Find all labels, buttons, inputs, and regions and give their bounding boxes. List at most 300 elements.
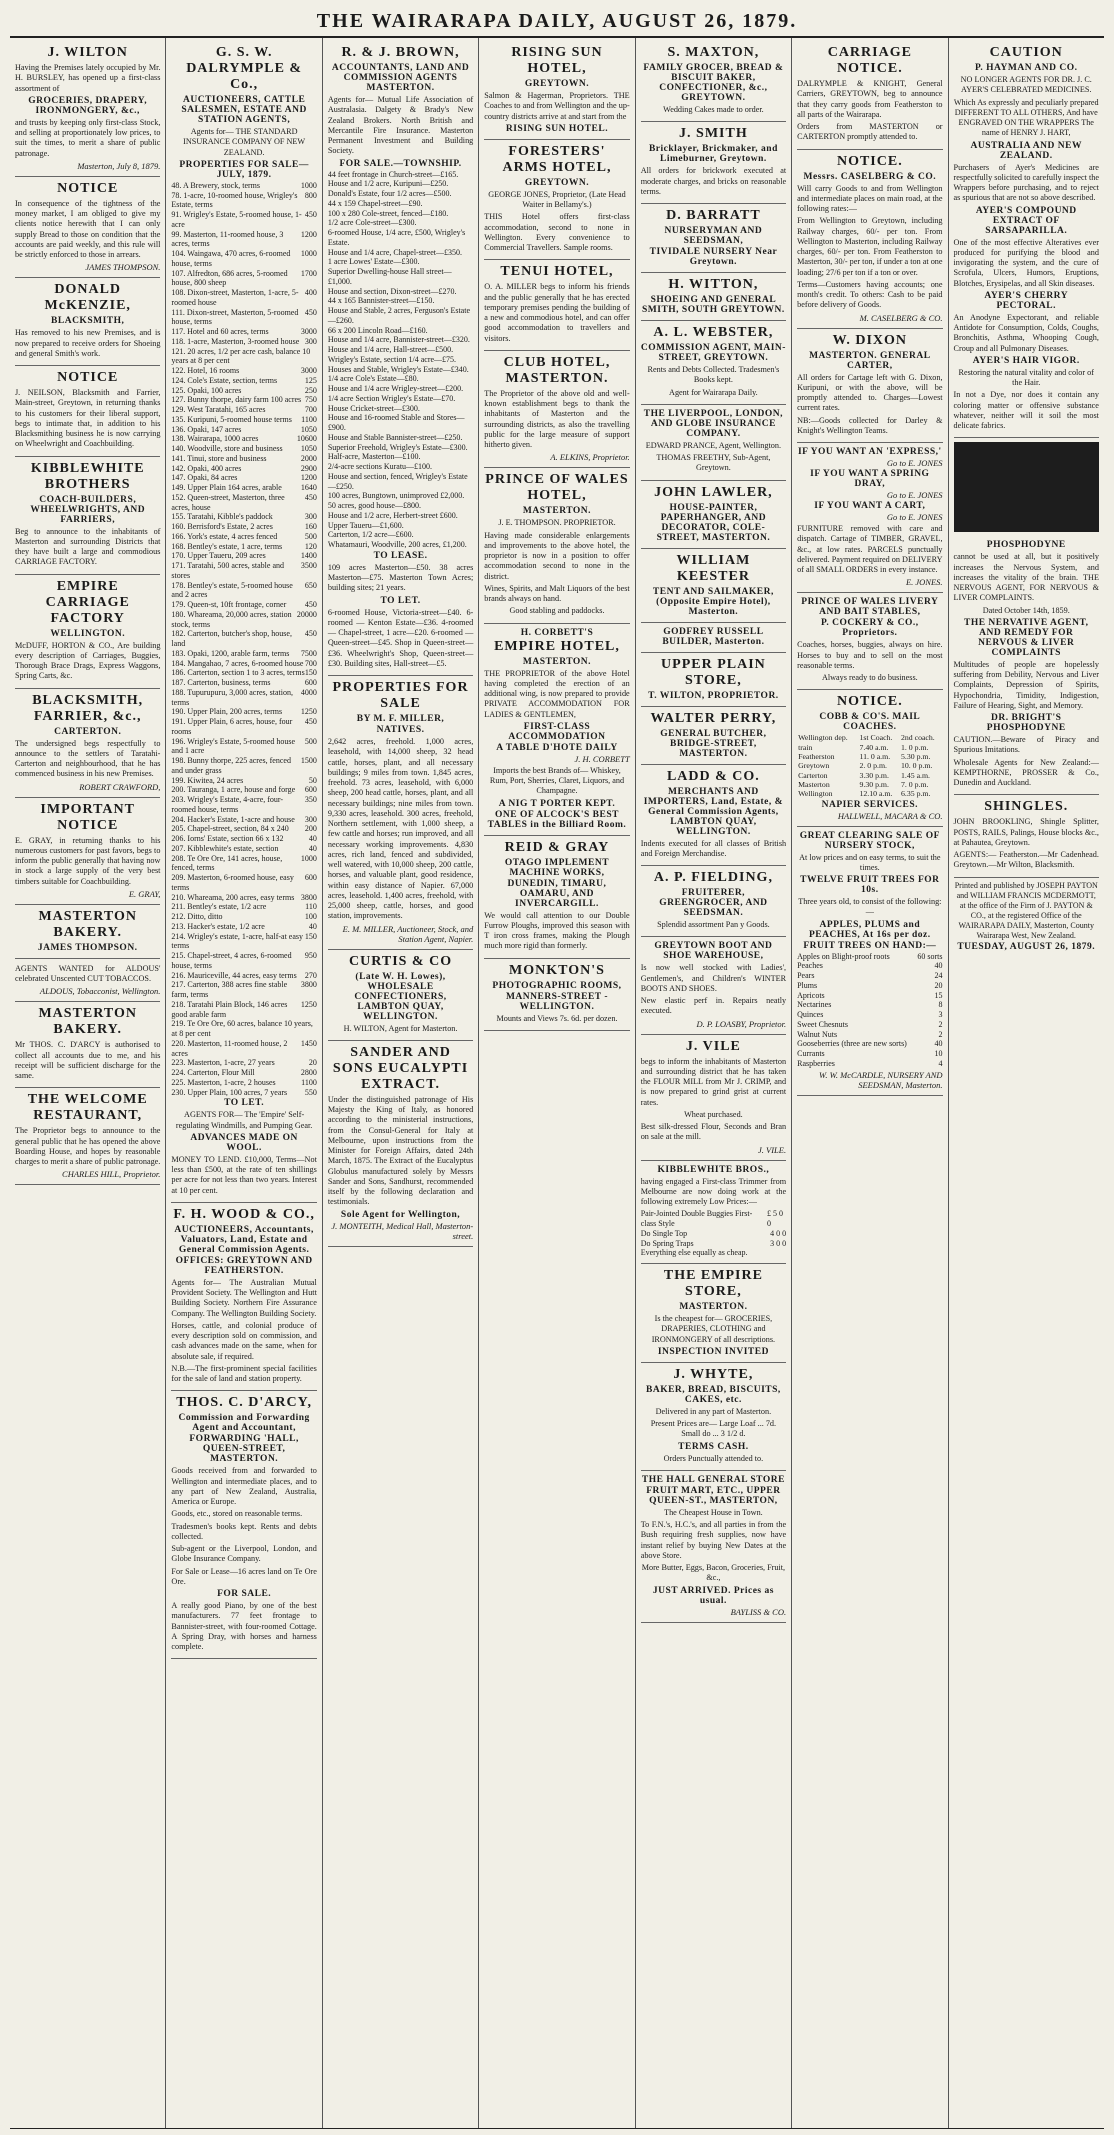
ad-body: All orders for brickwork executed at moderate charges, and bricks on reasonable terms.: [640, 166, 787, 196]
ad-liverpool: [641, 405, 786, 481]
ad-signature: Masterton, July 8, 1879.: [77, 160, 161, 171]
list-item-label: Donald's Estate, four 1/2 acres—£500.: [327, 189, 452, 198]
ad-barratt: [641, 204, 786, 273]
list-item-label: 100 acres, Bungtown, unimproved £2,000.: [327, 491, 465, 501]
ad-empire-carriage: [15, 575, 160, 689]
timetable-cell: Greytown: [798, 761, 830, 771]
timetable-row: [797, 780, 942, 789]
list-item: [328, 374, 473, 384]
ad-body: Rents and Debts Collected. Tradesmen's Books kept.: [647, 365, 780, 385]
list-item-label: 168. Bentley's estate, 1 acre, terms: [171, 541, 283, 551]
ad-body: MONEY TO LEND. £10,000, Terms—Not less than £500, at the rate of ten shillings per acre for not less than two years. Interest at 10 per cent.: [171, 1154, 317, 1195]
ad-subtitle: INSPECTION INVITED: [657, 1346, 769, 1357]
list-item-value: 7500: [300, 648, 317, 658]
ad-body: GEORGE JONES, Proprietor, (Late Head Waiter in Bellamy's.): [488, 189, 626, 209]
ad-darcy: [171, 1391, 316, 1659]
list-item: [171, 785, 316, 795]
ad-body: Sub-agent or the Liverpool, London, and Globe Insurance Company.: [171, 1544, 317, 1564]
ad-body: Indents executed for all classes of British and Foreign Merchandise.: [640, 838, 787, 858]
ad-title: UPPER PLAIN STORE,: [661, 656, 766, 688]
list-item: [171, 824, 316, 834]
ad-notice-neilson: [15, 366, 160, 457]
timetable-cell: 7.40 a.m.: [859, 742, 889, 752]
ad-kibblewhite: [15, 457, 160, 575]
ad-body: In consequence of the tightness of the money market, I am obliged to give my clients notice herewith that I can only supply Bread to those on condition that the accounts are paid weekly, and this rule will be strictly enforced to those in arrears.: [15, 198, 161, 259]
list-item: [328, 267, 473, 287]
ad-body: Restoring the natural vitality and color of the Hair.: [958, 367, 1094, 387]
list-item-value: 950: [304, 951, 317, 960]
list-item: [171, 581, 316, 601]
ad-perry: [641, 707, 786, 765]
list-item-label: 198. Bunny thorpe, 225 acres, fenced and under grass: [171, 756, 291, 775]
column-6: [792, 38, 948, 2128]
list-item: [171, 327, 316, 337]
ad-body: J. NEILSON, Blacksmith and Farrier, Main-street, Greytown, in returning thanks to his customers for their liberal support, begs to intimate that, in addition to his Blacksmithing business he is now carrying on Wheelwright and Coachbuilding.: [15, 388, 161, 449]
ad-body: Horses, cattle, and colonial produce of every description sold on commission, and cash advances made on the same, when for absolute sale, if required.: [171, 1320, 317, 1361]
list-item-value: 450: [304, 210, 317, 219]
list-item-value: 60 sorts: [917, 951, 943, 961]
ad-signature: M. CASELBERG & CO.: [859, 312, 943, 323]
ad-subtitle: A NIG T PORTER KEPT.: [498, 798, 616, 809]
list-item: [171, 191, 316, 211]
list-item-label: Half-acre, Masterton—£100.: [327, 452, 421, 462]
list-item: [328, 287, 473, 297]
ad-subtitle: BAKER, BREAD, BISCUITS, CAKES, etc.: [646, 1384, 781, 1405]
ad-body: Orders from MASTERTON or CARTERTON promptly attended to.: [797, 122, 943, 142]
list-item-label: 1 acre Lowes' Estate—£300.: [327, 257, 420, 267]
list-item-value: 4 0 0: [770, 1228, 787, 1238]
list-item: [171, 629, 316, 649]
ad-subtitle: GREAT CLEARING SALE OF NURSERY STOCK,: [799, 830, 940, 851]
ad-body: Has removed to his new Premises, and is now prepared to receive orders for Shoeing and general Smith's work.: [15, 328, 161, 358]
list-item-label: 99. Masterton, 11-roomed house, 3 acres, terms: [171, 229, 284, 249]
list-item-value: 40: [308, 834, 317, 843]
list-item-label: 180. Whareama, 20,000 acres, station stock, terms: [171, 609, 292, 629]
list-item: [328, 472, 473, 492]
list-item-value: 150: [304, 931, 317, 941]
ad-title: WILLIAM KEESTER: [676, 552, 751, 584]
list-item: [171, 386, 316, 396]
ad-body: More Butter, Eggs, Bacon, Groceries, Fruit, &c.,: [641, 1563, 786, 1583]
ad-body: O. A. MILLER begs to inform his friends and the public generally that he has erected temporary premises pending the building of a new and commodious hotel, and can offer good accommodation to travellers and visitors.: [484, 282, 630, 343]
ad-subtitle: FRUIT MART, ETC., UPPER QUEEN-ST., MASTERTON,: [646, 1485, 781, 1506]
list-item-value: 300: [304, 512, 317, 522]
list-item: [797, 1030, 942, 1040]
list-item-label: 1/4 acre Cole's Estate—£80.: [327, 374, 419, 384]
list-item-value: 3800: [300, 980, 317, 990]
list-item: [171, 512, 316, 522]
list-item: [171, 912, 316, 922]
list-item: [171, 610, 316, 630]
list-item-value: 600: [304, 785, 317, 795]
ad-subtitle: SHOEING AND GENERAL SMITH, SOUTH GREYTOWN.: [642, 295, 785, 315]
list-item-value: 270: [304, 970, 317, 980]
timetable-cell: 7. 0 p.m.: [900, 779, 929, 789]
list-item: [171, 395, 316, 405]
list-item-label: 204. Hacker's Estate, 1-acre and house: [171, 814, 295, 824]
ad-subtitle: TERMS CASH.: [678, 1441, 749, 1452]
list-item: [171, 649, 316, 659]
list-item-label: 6-roomed House, 1/4 acre, £500, Wrigley's Estate.: [327, 228, 466, 247]
ad-body: AGENTS FOR— The 'Empire' Self-regulating Windmills, and Pumping Gear.: [175, 1110, 313, 1130]
ad-body: Wholesale Agents for New Zealand:— KEMPTHORNE, PROSSER & Co., Dunedin and Auckland.: [953, 757, 1099, 787]
list-item-value: 3800: [300, 892, 317, 902]
township-list: [328, 170, 473, 550]
ad-subtitle: GROCERIES, DRAPERY, IRONMONGERY, &c.,: [28, 95, 148, 116]
ad-tenui: [484, 260, 629, 351]
ad-body: Present Prices are— Large Loaf ... 7d. Small do ... 3 1/2 d.: [650, 1419, 777, 1439]
list-item-value: 24: [934, 971, 943, 981]
list-item-label: Wrigley's Estate, section 1/4 acre—£75.: [327, 354, 457, 364]
ad-signature: J. H. CORBETT: [574, 753, 630, 764]
list-item-label: 1/2 acre Cole-street—£300.: [327, 218, 417, 228]
ad-welcome: [15, 1088, 160, 1185]
list-item-label: House and 16-roomed Stable and Stores—£900.: [327, 413, 465, 432]
ad-nursery: [797, 827, 942, 1096]
ad-body: A really good Piano, by one of the best manufacturers. 77 feet frontage to Bannister-street, with four-roomed Cottage. A Spring Dray, with horses and harness complete.: [171, 1601, 317, 1651]
list-item-label: 199. Kiwitea, 24 acres: [171, 775, 244, 785]
ad-foresters: [484, 140, 629, 261]
ad-title: IMPORTANT NOTICE: [40, 801, 135, 833]
ad-title: W. DIXON: [832, 332, 908, 348]
list-item-label: House and section, fenced, Wrigley's Estate—£250.: [327, 471, 468, 491]
ad-subtitle: NATIVES.: [376, 725, 425, 735]
list-item-label: 211. Bentley's estate, 1/2 acre: [171, 902, 267, 912]
ad-rising-sun: [484, 41, 629, 140]
ad-title: CURTIS & CO: [349, 953, 453, 969]
list-item-label: 183. Opaki, 1200, arable farm, terms: [171, 648, 290, 658]
list-item-label: 212. Ditto, ditto: [171, 912, 223, 921]
list-item-value: 1000: [300, 853, 317, 863]
ad-body: Having made considerable enlargements and improvements to the above hotel, the proprietor is now in a position to offer accommodation second to none in the district.: [484, 530, 630, 581]
ad-body: 109 acres Masterton—£50. 38 acres Masterton—£75. Masterton Town Acres; building sites; 21 years.: [327, 562, 474, 593]
ad-jones: [797, 443, 942, 593]
ad-subtitle: FOR SALE.: [217, 1589, 272, 1599]
ad-subtitle: Bricklayer, Brickmaker, and Limeburner, Greytown.: [648, 144, 778, 165]
list-item-label: House and Stable, 2 acres, Ferguson's Estate—£260.: [327, 306, 470, 325]
ad-signature: J. VILE.: [758, 1144, 787, 1155]
list-item-label: 230. Upper Plain, 100 acres, 7 years: [171, 1087, 288, 1097]
list-item-label: Everything else equally as cheap.: [640, 1248, 748, 1258]
imprint: Printed and published by JOSEPH PAYTON and WILLIAM FRANCIS MCDERMOTT, at the office of the Firm of J. PAYTON & CO., at the registered Office of the WAIRARAPA DAILY, Masterton, County Wairarapa West, New Zealand.: [954, 880, 1098, 940]
ad-title: NOTICE.: [836, 153, 903, 169]
list-item: [328, 452, 473, 462]
list-item-value: 40: [934, 961, 943, 971]
list-item-label: 91. Wrigley's Estate, 5-roomed house, 1-acre: [171, 210, 302, 229]
list-item-label: 142. Opaki, 400 acres: [171, 463, 242, 473]
list-item-value: 1640: [300, 483, 317, 492]
list-item-label: 104. Waingawa, 470 acres, 6-roomed house, terms: [171, 249, 291, 268]
ad-body: Agents for— Mutual Life Association of Australasia. Dalgety & Brady's New Zealand Brokers. North British and Mercantile Fire Insurance. Masterton Permanent Investment and Building Society.: [327, 95, 474, 156]
list-item-label: Pears: [797, 971, 815, 981]
list-item: [171, 561, 316, 581]
ad-subtitle: TENT AND SAILMAKER, (Opposite Empire Hotel), Masterton.: [652, 586, 774, 617]
ad-carriage-notice: [797, 41, 942, 150]
timetable-cell: 3.30 p.m.: [859, 770, 889, 780]
list-item: [328, 170, 473, 180]
ad-subtitle: FIRST-CLASS ACCOMMODATION: [508, 721, 606, 742]
ad-masterton-bakery: [15, 905, 160, 959]
list-item-label: Apricots: [797, 990, 825, 1000]
list-item: [171, 815, 316, 825]
ad-body: THE PROPRIETOR of the above Hotel having completed the erection of an additional wing, is now prepared to provide PRIVATE ACCOMMODATION FOR LADIES & GENTLEMEN,: [484, 668, 630, 719]
list-item-label: 108. Dixon-street, Masterton, 1-acre, 5-roomed house: [171, 288, 299, 307]
ad-fielding: [641, 866, 786, 937]
timetable-row: [797, 761, 942, 770]
ad-title: KIBBLEWHITE BROTHERS: [30, 460, 145, 492]
ad-subtitle: IF YOU WANT A CART,: [814, 501, 926, 511]
ad-subtitle: FRUIT TREES ON HAND:—: [803, 940, 937, 951]
list-item-value: £ 5 0 0: [767, 1209, 784, 1228]
list-item-label: 217. Carterton, 388 acres fine stable farm, terms: [171, 980, 288, 999]
ad-body: CAUTION.—Beware of Piracy and Spurious Imitations.: [953, 735, 1099, 755]
list-item-label: Sweet Chesnuts: [797, 1019, 848, 1029]
ad-lawler: [641, 481, 786, 549]
list-item: [797, 981, 942, 991]
list-item-label: 155. Taratahi, Kibble's paddock: [171, 512, 273, 522]
list-item: [328, 218, 473, 228]
ad-title: J. WILTON: [47, 45, 128, 60]
list-item: [797, 961, 942, 971]
ad-title: NOTICE: [57, 370, 119, 385]
ad-signature: W. W. McCARDLE, NURSERY AND SEEDSMAN, Masterton.: [819, 1069, 943, 1090]
list-item-value: 150: [304, 668, 317, 678]
ad-title: NOTICE.: [836, 694, 903, 710]
ad-title: THOS. C. D'ARCY,: [176, 1395, 312, 1411]
list-item-value: 8: [938, 1000, 943, 1010]
list-item: [171, 337, 316, 347]
ad-title: A. P. FIELDING,: [653, 870, 773, 885]
ad-signature: Go to E. JONES: [886, 458, 943, 468]
ad-subtitle: JAMES THOMPSON.: [37, 942, 138, 953]
timetable: [797, 733, 942, 798]
ad-signature: BAYLISS & CO.: [730, 1606, 787, 1617]
ad-subtitle: ONE OF ALCOCK'S BEST TABLES in the Billiard Room.: [487, 809, 627, 830]
timetable-row: [797, 733, 942, 742]
list-item: [328, 257, 473, 267]
list-item-label: 44 x 165 Bannister-street—£150.: [327, 296, 435, 306]
ad-subtitle: THE NERVATIVE AGENT, AND REMEDY FOR NERVOUS & LIVER COMPLAINTS: [963, 617, 1089, 658]
ad-body: Dated October 14th, 1859.: [982, 605, 1070, 615]
list-item-value: 800: [304, 190, 317, 200]
ad-title: F. H. WOOD & CO.,: [173, 1206, 315, 1222]
list-item-label: 187. Carterton, business, terms: [171, 678, 271, 687]
ad-subtitle: APPLES, PLUMS and PEACHES, At 16s per doz.: [809, 919, 931, 940]
list-item-value: 10: [934, 1049, 943, 1059]
ad-title: MASTERTON BAKERY.: [38, 1006, 137, 1038]
ad-body: An Anodyne Expectorant, and reliable Antidote for Consumption, Colds, Coughs, Bronchitis, Asthma, Whooping Cough, Croup and all Pulmonary Diseases.: [953, 312, 1099, 353]
ad-body: Which As expressly and peculiarly prepared DIFFERENT TO ALL OTHERS, And have ENGRAVED ON THE WRAPPERS The name of HENRY J. HART,: [953, 97, 1099, 138]
list-item: [171, 483, 316, 493]
list-item-label: 118. 1-acre, Masterton, 3-roomed house: [171, 336, 300, 346]
list-item-value: 1100: [301, 414, 317, 424]
list-item-value: 40: [308, 843, 317, 853]
list-item: [171, 717, 316, 737]
ad-subtitle: ADVANCES MADE ON WOOL.: [190, 1132, 298, 1153]
ad-body: Good stabling and paddocks.: [509, 606, 605, 616]
ad-subtitle: AYER'S COMPOUND EXTRACT OF SARSAPARILLA.: [975, 205, 1077, 236]
timetable-cell: Wellington: [798, 789, 833, 799]
columns: [10, 38, 1104, 2129]
property-list-heading: PROPERTIES FOR SALE—JULY, 1879.: [179, 159, 309, 180]
list-item: [641, 1239, 786, 1249]
ad-reid-gray: [484, 836, 629, 959]
timetable-cell: 5.30 p.m.: [900, 751, 931, 761]
ad-body: Salmon & Hagerman, Proprietors. THE Coaches to and from Wellington and the up-country districts arrive at and start from the: [484, 91, 630, 121]
ad-subtitle: FRUITERER, GREENGROCER, AND SEEDSMAN.: [659, 888, 768, 918]
list-item-value: 1450: [300, 1038, 317, 1048]
ad-signature: A. ELKINS, Proprietor.: [550, 452, 630, 463]
ad-phosphodyne: [954, 536, 1099, 795]
list-item-label: 48. A Brewery, stock, terms: [171, 180, 260, 190]
ad-body: Goods received from and forwarded to Wellington and intermediate places, and to any part of New Zealand, Australia, America or Europe.: [171, 1466, 317, 1506]
list-item-value: 110: [305, 902, 317, 912]
list-item-label: 186. Carterton, section 1 to 3 acres, terms: [171, 668, 305, 678]
list-item-value: 1200: [300, 473, 317, 483]
ad-subtitle: PRINCE OF WALES LIVERY AND BAIT STABLES,: [801, 597, 939, 618]
ad-title: G. S. W. DALRYMPLE & Co.,: [186, 45, 303, 92]
ad-witton: [641, 273, 786, 321]
list-item-value: 1250: [300, 999, 317, 1009]
ad-title: BLACKSMITH, FARRIER, &c.,: [32, 692, 144, 724]
ad-title: RISING SUN HOTEL,: [511, 45, 603, 76]
list-item: [328, 491, 473, 501]
list-item-value: 500: [304, 736, 317, 746]
ad-body: begs to inform the inhabitants of Masterton and surrounding district that he has taken the FLOUR MILL from Mr J. CRIMP, and is now prepared to grind grist at current rates.: [640, 1056, 787, 1107]
ad-title: J. SMITH: [679, 126, 748, 142]
ad-body: having engaged a First-class Trimmer from Melbourne are now doing work at the following extremely Low Prices:—: [640, 1176, 787, 1206]
list-item-label: 124. Cole's Estate, section, terms: [171, 375, 278, 385]
list-item-label: 147. Opaki, 84 acres: [171, 473, 238, 483]
ad-mckenzie: [15, 278, 160, 366]
list-item-value: 400: [304, 288, 317, 297]
ad-body: Delivered in any part of Masterton.: [655, 1406, 772, 1416]
ad-dalrymple: [171, 41, 316, 1203]
list-item-value: 160: [304, 522, 317, 531]
ad-body: JOHN BROOKLING, Shingle Splitter, POSTS, RAILS, Palings, House blocks &c., at Pahautea, Greytown.: [953, 817, 1099, 847]
ad-subtitle: OFFICES: GREYTOWN AND FEATHERSTON.: [175, 1255, 313, 1276]
list-item-label: 125. Opaki, 100 acres: [171, 385, 242, 395]
list-item-value: 1050: [300, 444, 317, 453]
ad-subtitle: COACH-BUILDERS, WHEELWRIGHTS, AND FARRIERS,: [30, 494, 146, 525]
list-item-label: 171. Taratahi, 500 acres, stable and stores: [171, 561, 285, 580]
column-1: [10, 38, 166, 2128]
ad-body: Orders Punctually attended to.: [663, 1453, 764, 1463]
ad-signature: E. M. MILLER, Auctioneer, Stock, and Station Agent, Napier.: [342, 923, 474, 944]
ad-title: J. VILE: [685, 1038, 741, 1054]
list-item-value: 2: [938, 1029, 943, 1039]
ad-caution-ayer: [954, 41, 1099, 438]
ad-notice-thompson: [15, 177, 160, 279]
list-item-value: 450: [304, 717, 317, 726]
list-item-label: 190. Upper Plain, 200 acres, terms: [171, 707, 283, 717]
list-item: [171, 1019, 316, 1039]
ad-body: 6-roomed House, Victoria-street—£40. 6-roomed — Kenton Estate—£36. 4-roomed — Chapel-street, 1 acre—£20. 6-roomed — Queen-street—£45. Shop in Queen-street—£36. Wheelwright's Shop, Queen-street—£30. Building sites, Hall-street—£5.: [327, 607, 474, 668]
ad-boot-shoe: [641, 937, 786, 1034]
list-item-label: House and Stable Bannister-street—£250.: [327, 432, 463, 442]
list-item-label: 135. Kuripuni, 5-roomed house terms: [171, 414, 292, 424]
ad-subtitle: THE HALL GENERAL STORE: [641, 1474, 785, 1485]
list-item-value: 1700: [300, 268, 317, 278]
ad-subtitle: AYER'S CHERRY PECTORAL.: [984, 290, 1069, 311]
list-item-label: House and 1/4 acre, Hall-street—£500.: [327, 345, 454, 354]
ad-dixon: [797, 329, 942, 444]
ad-title: EMPIRE HOTEL,: [494, 638, 620, 654]
ad-prince-hotel: [484, 468, 629, 623]
ad-body: J. E. THOMPSON. PROPRIETOR.: [498, 518, 616, 528]
list-item-label: Raspberries: [797, 1058, 835, 1068]
ad-russell: [641, 623, 786, 653]
list-item-value: 100: [304, 912, 317, 921]
ad-subtitle: DUNEDIN, TIMARU, OAMARU, AND INVERCARGILL.: [507, 878, 607, 909]
list-item-label: Superior Freehold, Wrigley's Estate—£300.: [327, 442, 468, 452]
ad-aldous: [15, 959, 160, 1003]
ad-body: FURNITURE removed with care and dispatch. Cartage of TIMBER, GRAVEL, &c., at low rates. PARCELS punctually delivered. Payment required on DELIVERY of all SMALL ORDERS in every instance.: [797, 524, 943, 574]
list-item-label: Gooseberries (three are new sorts): [797, 1039, 907, 1049]
list-item-label: 170. Upper Taueru, 209 acres: [171, 551, 266, 561]
ad-subtitle: GREYTOWN BOOT AND SHOE WAREHOUSE,: [654, 941, 773, 962]
ad-signature: Go to E. JONES: [886, 512, 943, 522]
list-item: [171, 181, 316, 191]
list-item-value: 2900: [300, 463, 317, 473]
ad-subtitle: KIBBLEWHITE BROS.,: [657, 1164, 770, 1175]
timetable-cell: 12.10 a.m.: [859, 789, 893, 799]
ad-signature: CHARLES HILL, Proprietor.: [62, 1169, 161, 1180]
list-item: [171, 737, 316, 757]
ad-body: EDWARD PRANCE, Agent, Wellington.: [645, 440, 781, 450]
ad-maxton: [641, 41, 786, 122]
list-item: [171, 795, 316, 815]
list-item-label: 200. Tauranga, 1 acre, house and forge: [171, 785, 296, 795]
ad-subtitle: TO LET.: [380, 595, 421, 606]
ad-club-hotel: [484, 351, 629, 469]
ad-signature: E. JONES.: [905, 577, 943, 588]
list-item-label: House and 1/2 acre, Kuripuni—£250.: [327, 179, 449, 189]
list-item: [171, 473, 316, 483]
list-item: [171, 922, 316, 932]
timetable-cell: 10. 0 p.m.: [900, 761, 933, 771]
list-item-label: 44 feet frontage in Church-street—£165.: [327, 169, 459, 179]
list-item: [797, 1049, 942, 1059]
list-item-label: 208. Te Ore Ore, 141 acres, house, fenced, terms: [171, 853, 283, 873]
ad-body: The Proprietor begs to announce to the general public that he has opened the above Boarding House, and hopes by reasonable charges to merit a share of public patronage.: [15, 1126, 161, 1166]
list-item: [328, 199, 473, 209]
ad-body: Is now well stocked with Ladies', Gentlemen's, and Children's WINTER BOOTS AND SHOES.: [640, 963, 787, 993]
list-item: [328, 306, 473, 326]
timetable-row: [797, 771, 942, 780]
list-item-label: 215. Chapel-street, 4 acres, 6-roomed house, terms: [171, 951, 292, 970]
ad-body: In not a Dye, nor does it contain any coloring matter or offensive substance whatever, neither will it soil the most delicate fabrics.: [953, 390, 1099, 430]
list-item-value: 600: [304, 873, 317, 882]
ad-body: All orders for Cartage left with G. Dixon, Kuripuni, or with the above, will be promptly attended to. Charges—Lowest current rates.: [797, 372, 943, 413]
ad-webster: [641, 321, 786, 405]
list-item-label: Peaches: [797, 961, 823, 971]
ad-hall-store: [641, 1471, 786, 1623]
list-item-label: Quinces: [797, 1010, 824, 1020]
list-item: [171, 844, 316, 854]
list-item-value: 4000: [300, 687, 317, 697]
ad-body: Wheat purchased.: [684, 1109, 743, 1119]
ad-vile: [641, 1035, 786, 1161]
list-item-value: 300: [304, 814, 317, 824]
list-item: [171, 454, 316, 464]
ad-body: E. GRAY, in returning thanks to his numerous customers for past favors, begs to inform the public generally that having now in stock a large supply of the very best timbers suitable for Coachbuilding.: [15, 835, 161, 886]
list-item-label: 117. Hotel and 60 acres, terms: [171, 327, 269, 336]
list-item: [328, 511, 473, 521]
list-item-label: 1/4 acre Section Wrigley's Estate—£70.: [327, 393, 456, 403]
ad-subtitle: ACCOUNTANTS, LAND AND COMMISSION AGENTS MASTERTON.: [331, 63, 470, 93]
ad-body: To F.N.'s, H.C.'s, and all parties in from the Bush requiring fresh supplies, now have instant relief by buying New Dates at the above Store.: [640, 1520, 787, 1560]
